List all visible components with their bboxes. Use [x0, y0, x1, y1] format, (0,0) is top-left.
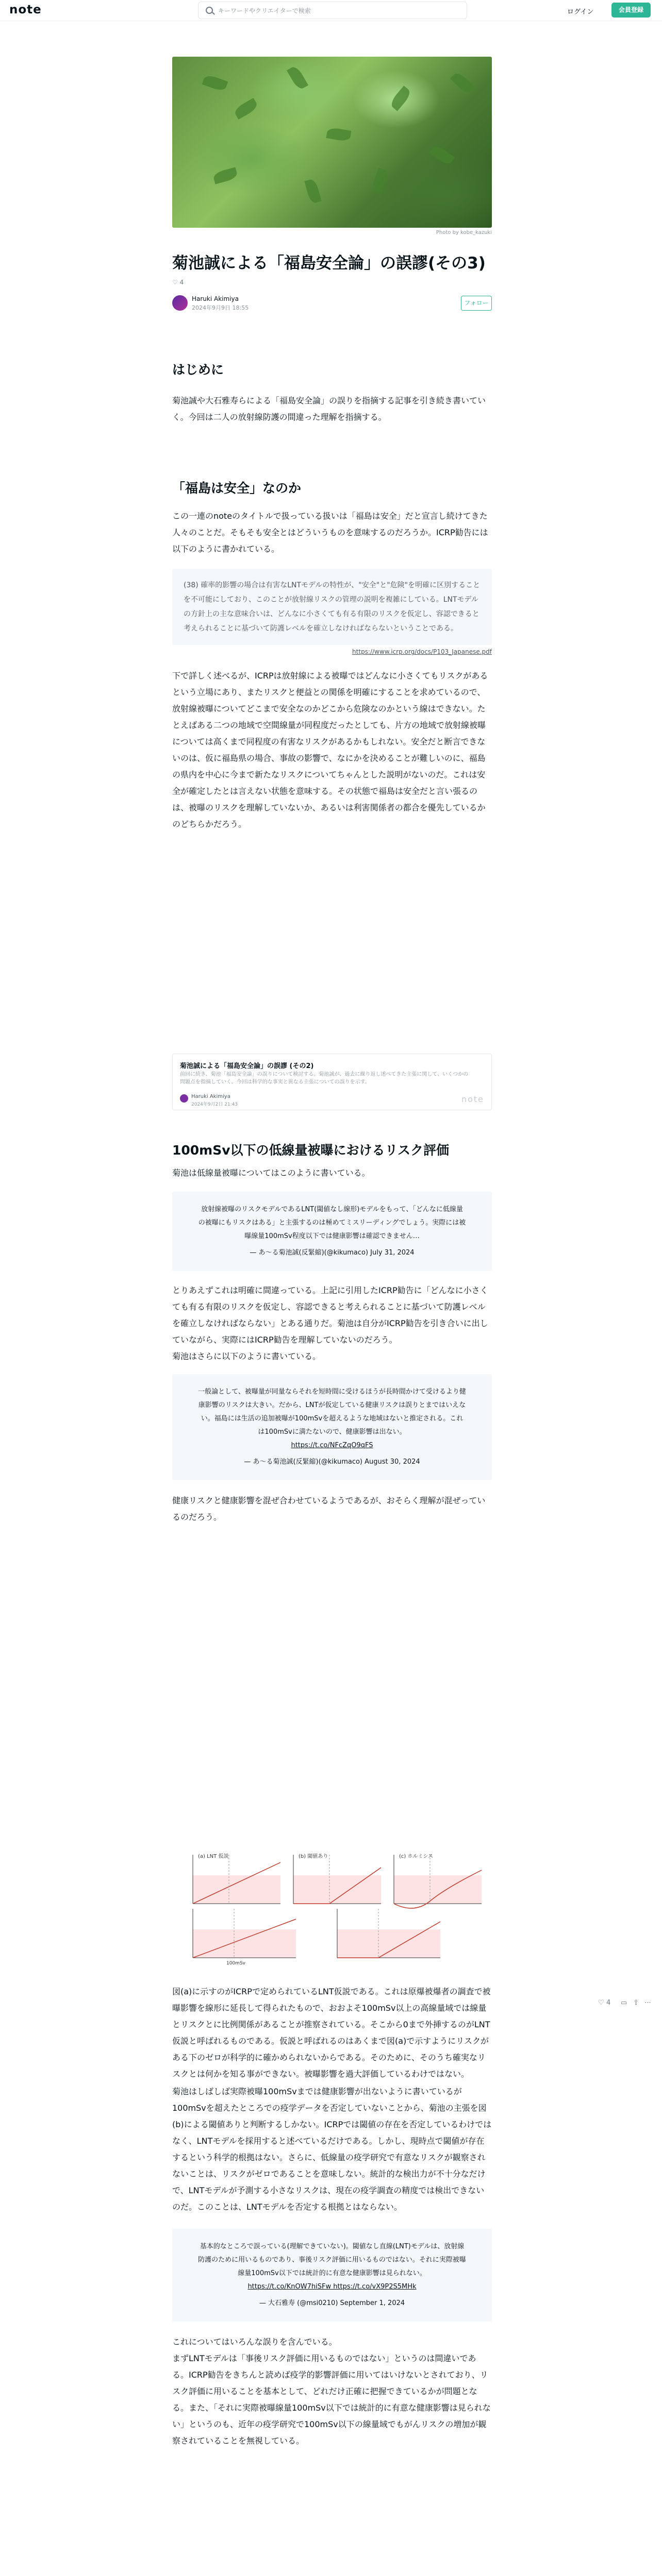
tweet-1-text: 放射線被曝のリスクモデルであるLNT(閾値なし線形)モデルをもって、「どんなに低線量の被曝にもリスクはある」と主張するのは極めてミスリーディングでしょう。実際には被曝線量100mSv程度以下では健康影響は確認できません…	[198, 1206, 466, 1240]
fig-label-dose: 100mSv	[226, 1961, 245, 1966]
like-heart-icon[interactable]: ♡	[598, 1999, 604, 2007]
heading-intro: はじめに	[172, 362, 224, 377]
section-lnt	[172, 1984, 492, 2449]
site-header	[0, 0, 662, 21]
embed-date: 2024年9月2日 21:43	[191, 1102, 238, 1107]
panel-d	[193, 1909, 296, 1966]
tweet-1-byline[interactable]: — あ〜る菊池誠(反緊縮)(@kikumaco) July 31, 2024	[250, 1249, 415, 1257]
heading-safe: 「福島は安全」なのか	[172, 481, 302, 496]
comment-icon[interactable]: ▭	[621, 1999, 627, 2007]
fig-label-c: (c) ホルミシス	[399, 1854, 434, 1859]
search-input[interactable]	[217, 4, 461, 18]
heading-risk: 100mSv以下の低線量被曝におけるリスク評価	[172, 1143, 450, 1158]
tweet-2-byline[interactable]: — あ〜る菊池誠(反緊縮)(@kikumaco) August 30, 2024	[244, 1458, 420, 1466]
floating-like-count: 4	[606, 1999, 611, 2007]
author-avatar[interactable]	[172, 295, 188, 311]
safe-paragraph-2: 下で詳しく述べるが、ICRPは放射線による被曝ではどんなに小さくてもリスクがあるという立場にあり、またリスクと便益との関係を明確にすることを求めているので、放射線被曝についてどこまで安全なのかどこから危険なのかという線はできない。たとえばある二つの地域で空間線量が同程度だったとしても、片方の地域で放射線被曝については高くまで同程度の有害なリスクがあるかもしれない。安全だと断言できないのは、仮に福島県の場合、事故の影響で、なにかを決めることが難しいのに、福島の県内を中心に今まで新たなリスクについてちゃんとした説明がないのだ。これは安全が確定したとは言えない状態を意味する。その状態で福島は安全だと言い張るのは、被曝のリスクを理解していないか、あるいは利害関係者の都合を優先しているかのどちらかだろう。	[172, 671, 488, 829]
panel-c	[394, 1854, 482, 1908]
icrp-quote-link[interactable]: https://www.icrp.org/docs/P103_Japanese.pdf	[352, 648, 492, 655]
panel-e	[337, 1909, 440, 1958]
tweet-2-link[interactable]: https://t.co/NFcZqO9qFS	[291, 1442, 373, 1449]
photo-credit: Photo by kobe_kazuki	[436, 230, 492, 235]
like-count-row	[172, 279, 492, 290]
tweet-2-text: 一般論として、被曝量が同量ならそれを短時間に受けるほうが長時間かけて受けるより健康影響のリスクは大きい。だから、LNTが仮定している健康リスクは誤りとまではいえない。福島には生活の追加被曝が100mSvを超えるような地域はないと推定される。これは100mSvに満たないので、健康影響は出ない。	[198, 1388, 466, 1436]
share-icon[interactable]: ⇪	[633, 1999, 639, 2007]
publish-date: 2024年9月9日 18:55	[192, 304, 249, 311]
embed-card-section	[172, 1054, 492, 1110]
search-bar[interactable]	[198, 2, 467, 19]
intro-paragraph: 菊池誠や大石雅寿らによる「福島安全論」の誤りを指摘する記事を引き続き書いていく。今回は二人の放射線防護の間違った理解を指摘する。	[172, 396, 486, 422]
panel-a	[193, 1853, 280, 1904]
tweet-3-text: 基本的なところで誤っている(理解できていない)。閾値なし直線(LNT)モデルは、放射線防護のために用いるものであり、事後リスク評価に用いるものではない。それに実際被曝線量100mSv以下では統計的に有意な健康影響は見られない。	[198, 2243, 466, 2277]
tweet-embed-1[interactable]	[172, 1192, 492, 1271]
fig-label-b: (b) 閾値あり	[299, 1854, 328, 1859]
signup-button[interactable]: 会員登録	[611, 3, 651, 18]
article-title: 菊池誠による「福島安全論」の誤謬(その3)	[172, 254, 486, 273]
note-logo[interactable]: note	[9, 3, 42, 16]
tweet-embed-3[interactable]	[172, 2229, 492, 2321]
note-logo-small-icon: note	[461, 1094, 484, 1104]
panel-b	[293, 1853, 381, 1904]
risk-paragraph-4: 健康リスクと健康影響を混ぜ合わせているようであるが、おそらく理解が混ぜっているのだろう。	[172, 1496, 486, 1522]
section-risk	[172, 1141, 492, 1526]
more-icon[interactable]: ⋯	[644, 1999, 651, 2007]
fig-label-a: (a) LNT 仮説	[198, 1854, 229, 1859]
eyecatch-image	[172, 57, 492, 228]
author-name[interactable]: Haruki Akimiya	[192, 295, 239, 302]
embed-author-avatar	[180, 1094, 188, 1103]
section-safe	[172, 479, 492, 833]
risk-paragraph-3: 菊池はさらに以下のように書いている。	[172, 1351, 321, 1361]
article	[172, 57, 492, 315]
dose-response-figure	[172, 1844, 492, 1970]
risk-paragraph-2: とりあえずこれは明確に間違っている。上記に引用したICRP勧告に「どんなに小さくても有る有限のリスクを仮定し、容認できると考えられることに基づいて防護レベルを確立しなければならない」とある通りだ。菊池は自分がICRP勧告を引き合いに出していながら、実際にはICRP勧告を理解していないのだろう。	[172, 1285, 488, 1345]
search-icon	[206, 7, 213, 14]
lnt-paragraph-2: 菊池はしばしば実際被曝100mSvまでは健康影響が出ないように書いているが100mSvを超えたところでの疫学データを否定していないことから、菊池の主張を図(b)による閾値ありと判断するしかない。ICRPでは閾値の存在を否定しているわけではなく、LNTモデルを採用すると述べているだけである。しかし、現時点で閾値が存在するという科学的根拠はない。さらに、低線量の疫学研究で有意なリスクが観察されないことは、リスクがゼロであることを意味しない。統計的な検出力が不十分なだけで、LNTモデルが予測する小さなリスクは、現在の疫学調査の精度では検出できないのだ。このことは、LNTモデルを否定する根拠とはならない。	[172, 2087, 492, 2212]
oishi-paragraph: これについてはいろんな誤りを含んでいる。	[172, 2337, 337, 2347]
tweet-embed-2[interactable]	[172, 1374, 492, 1480]
icrp-quote: (38) 確率的影響の場合は有害なLNTモデルの特性が、"安全"と"危険"を明確に区別することを不可能にしており、このことが放射線リスクの管理の説明を複雑にしている。LNTモデルの方針上の主な意味合いは、どんなに小さくても有る有限のリスクを仮定し、容認できると考えられることに基づいて防護レベルを確立しなければならないということである。	[172, 569, 492, 645]
dose-response-svg	[172, 1844, 492, 1968]
like-count: 4	[179, 279, 184, 286]
lnt-paragraph: 図(a)に示すのがICRPで定められているLNT仮説である。これは原爆被爆者の調査で被曝影響を線形に延長して得られたもので、おおよそ100mSv以上の高線量域では線量とリスクとに比例関係があることが推察されている。そこから0まで外挿するのがLNT仮説と呼ばれるものである。仮説と呼ばれるのはあくまで図(a)で示すようにリスクがある下のゼロが科学的に確かめられないからである。そのために、そのうち確実なリスクとは何かを知る事ができない。被曝影響を過大評価しているわけではない。	[172, 1987, 491, 2079]
embed-description: 前回に続き、菊池「福島安全論」の誤りについて検討する。菊池誠が、過去に繰り返し述べてきた主張に関して、いくつかの問題点を指摘していく。今回は科学的な事実と異なる主張についての誤りを示す。	[180, 1072, 469, 1085]
section-intro	[172, 361, 492, 426]
safe-paragraph: この一連のnoteのタイトルで扱っている扱いは「福島は安全」だと宣言し続けてきた人々のことだ。そもそも安全とはどういうものを意味するのだろうか。ICRP勧告には以下のように書かれている。	[172, 511, 488, 554]
floating-actions	[598, 1999, 655, 2012]
login-link[interactable]: ログイン	[567, 8, 594, 16]
embed-author: Haruki Akimiya	[191, 1094, 230, 1099]
tweet-3-links[interactable]: https://t.co/KnOW7hiSFw https://t.co/vX9P2S5MHk	[247, 2283, 417, 2291]
risk-paragraph: 菊池は低線量被曝についてはこのように書いている。	[172, 1168, 370, 1178]
embed-card[interactable]	[172, 1054, 492, 1110]
follow-button[interactable]: フォロー	[461, 296, 492, 311]
embed-title: 菊池誠による「福島安全論」の誤謬 (その2)	[180, 1062, 314, 1070]
oishi-paragraph-2: まずLNTモデルは「事後リスク評価に用いるものではない」というのは間違いである。ICRP勧告をきちんと読めば疫学的影響評価に用いてはいけないとされており、リスク評価に用いることを基本として、どれだけ正確に把握できているかが問題となる。また、「それに実際被曝線量100mSv以下では統計的に有意な健康影響は見られない」というのも、近年の疫学研究で100mSv以下の線量域でもがんリスクの増加が観察されていることを無視している。	[172, 2353, 491, 2446]
author-row	[172, 294, 492, 315]
heart-icon[interactable]: ♡	[172, 279, 178, 286]
tweet-3-byline[interactable]: — 大石雅寿 (@msi0210) September 1, 2024	[259, 2299, 405, 2307]
